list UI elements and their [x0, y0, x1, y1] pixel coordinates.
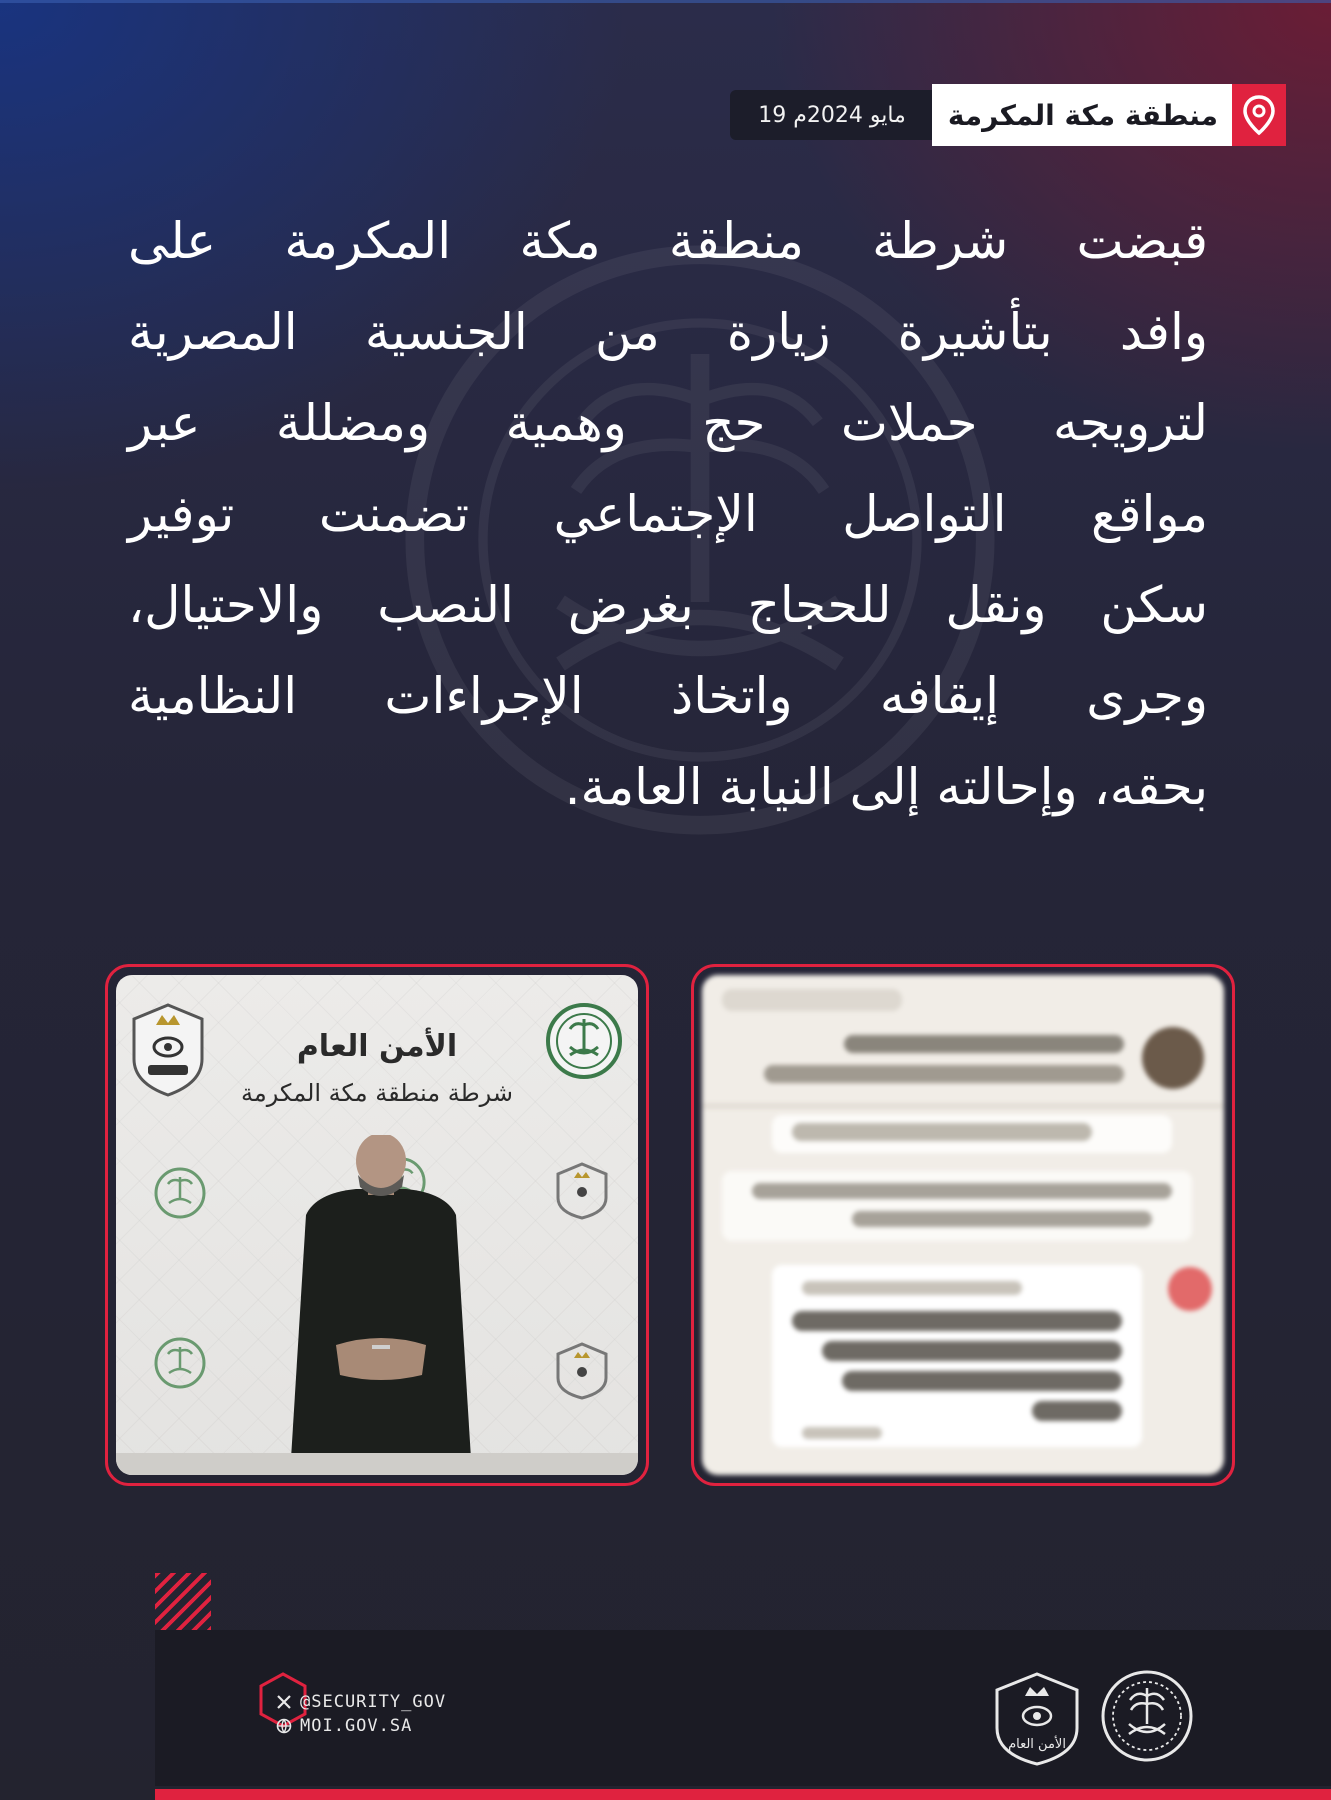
body-line: مواقع التواصل الإجتماعي تضمنت توفير: [128, 485, 1208, 543]
chat-screenshot-frame: [691, 964, 1235, 1486]
backdrop-subtitle: شرطة منطقة مكة المكرمة: [240, 1079, 514, 1107]
twitter-handle-row[interactable]: [276, 1692, 446, 1712]
region-name: منطقة مكة المكرمة: [932, 84, 1232, 146]
backdrop-emblem-icon: [152, 1335, 208, 1391]
date-label: 19 مايو 2024م: [730, 90, 932, 140]
website-row[interactable]: [276, 1716, 412, 1736]
public-security-logo-icon: [989, 1668, 1085, 1768]
news-body-text: [128, 196, 1208, 833]
arrest-photo-frame: [105, 964, 649, 1486]
x-logo-icon: [276, 1694, 292, 1710]
twitter-handle: @SECURITY_GOV: [300, 1692, 447, 1712]
public-security-badge-icon: [126, 999, 210, 1099]
globe-icon: [276, 1718, 292, 1734]
detained-person-figure: [276, 1135, 486, 1475]
website-url: MOI.GOV.SA: [300, 1716, 413, 1736]
logo-caption: الأمن العام: [1008, 1737, 1066, 1752]
body-line: وجرى إيقافه واتخاذ الإجراءات النظامية: [128, 667, 1208, 725]
ministry-emblem-icon: [544, 1001, 624, 1081]
arrest-photo: [116, 975, 638, 1475]
ministry-of-interior-logo-icon: [1099, 1668, 1195, 1764]
footer-accent-bar: [155, 1789, 1331, 1800]
body-line: لترويجه حملات حج وهمية ومضللة عبر: [128, 394, 1208, 452]
body-line: وافد بتأشيرة زيارة من الجنسية المصرية: [128, 303, 1208, 361]
location-pin-icon: [1232, 84, 1286, 146]
body-line: قبضت شرطة منطقة مكة المكرمة على: [128, 212, 1208, 270]
backdrop-emblem-icon: [152, 1165, 208, 1221]
blurred-chat-screenshot: [702, 975, 1224, 1475]
top-accent-line: [0, 0, 1331, 3]
body-line: بحقه، وإحالته إلى النيابة العامة.: [564, 758, 1208, 816]
body-line: سكن ونقل للحجاج بغرض النصب والاحتيال،: [128, 576, 1208, 634]
region-date-tag: [730, 84, 1286, 146]
backdrop-badge-icon: [554, 1160, 610, 1220]
backdrop-badge-icon: [554, 1340, 610, 1400]
backdrop-title: الأمن العام: [296, 1029, 458, 1064]
